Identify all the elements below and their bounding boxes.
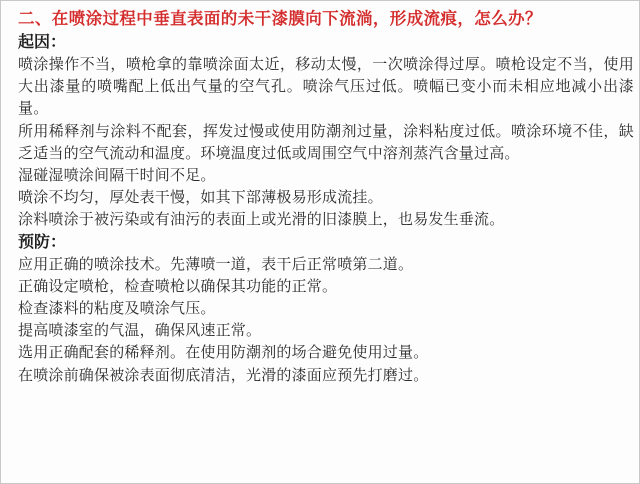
cause-paragraph: 所用稀释剂与涂料不配套，挥发过慢或使用防潮剂过量，涂料粘度过低。喷涂环境不佳，缺乏适当的空气流动和温度。环境温度过低或周围空气中溶剂蒸汽含量过高。 [18, 121, 634, 162]
prevention-item: 检查漆料的粘度及喷涂气压。 [18, 299, 216, 318]
prevention-item: 提高喷漆室的气温，确保风速正常。 [18, 321, 262, 340]
prevention-heading: 预防： [18, 231, 67, 251]
cause-paragraph: 喷涂操作不当，喷枪拿的靠喷涂面太近，移动太慢，一次喷涂得过厚。喷枪设定不当，使用大出漆量的喷嘴配上低出气量的空气孔。喷涂气压过低。喷幅已变小而未相应地减小出漆量。 [18, 55, 634, 118]
cause-paragraph: 湿碰湿喷涂间隔干时间不足。 [18, 166, 216, 185]
article-content [18, 7, 634, 386]
cause-paragraph: 喷涂不均匀，厚处表干慢，如其下部薄极易形成流挂。 [18, 188, 383, 207]
question-title: 二、在喷涂过程中垂直表面的未干漆膜向下流淌，形成流痕，怎么办？ [18, 9, 542, 28]
cause-paragraph: 涂料喷涂于被污染或有油污的表面上或光滑的旧漆膜上，也易发生垂流。 [18, 210, 505, 229]
prevention-item: 选用正确配套的稀释剂。在使用防潮剂的场合避免使用过量。 [18, 343, 429, 362]
prevention-item: 应用正确的喷涂技术。先薄喷一道，表干后正常喷第二道。 [18, 254, 414, 273]
causes-heading: 起因： [18, 32, 67, 51]
prevention-item: 正确设定喷枪，检查喷枪以确保其功能的正常。 [18, 276, 338, 295]
prevention-item: 在喷涂前确保被涂表面彻底清洁，光滑的漆面应预先打磨过。 [18, 365, 429, 384]
